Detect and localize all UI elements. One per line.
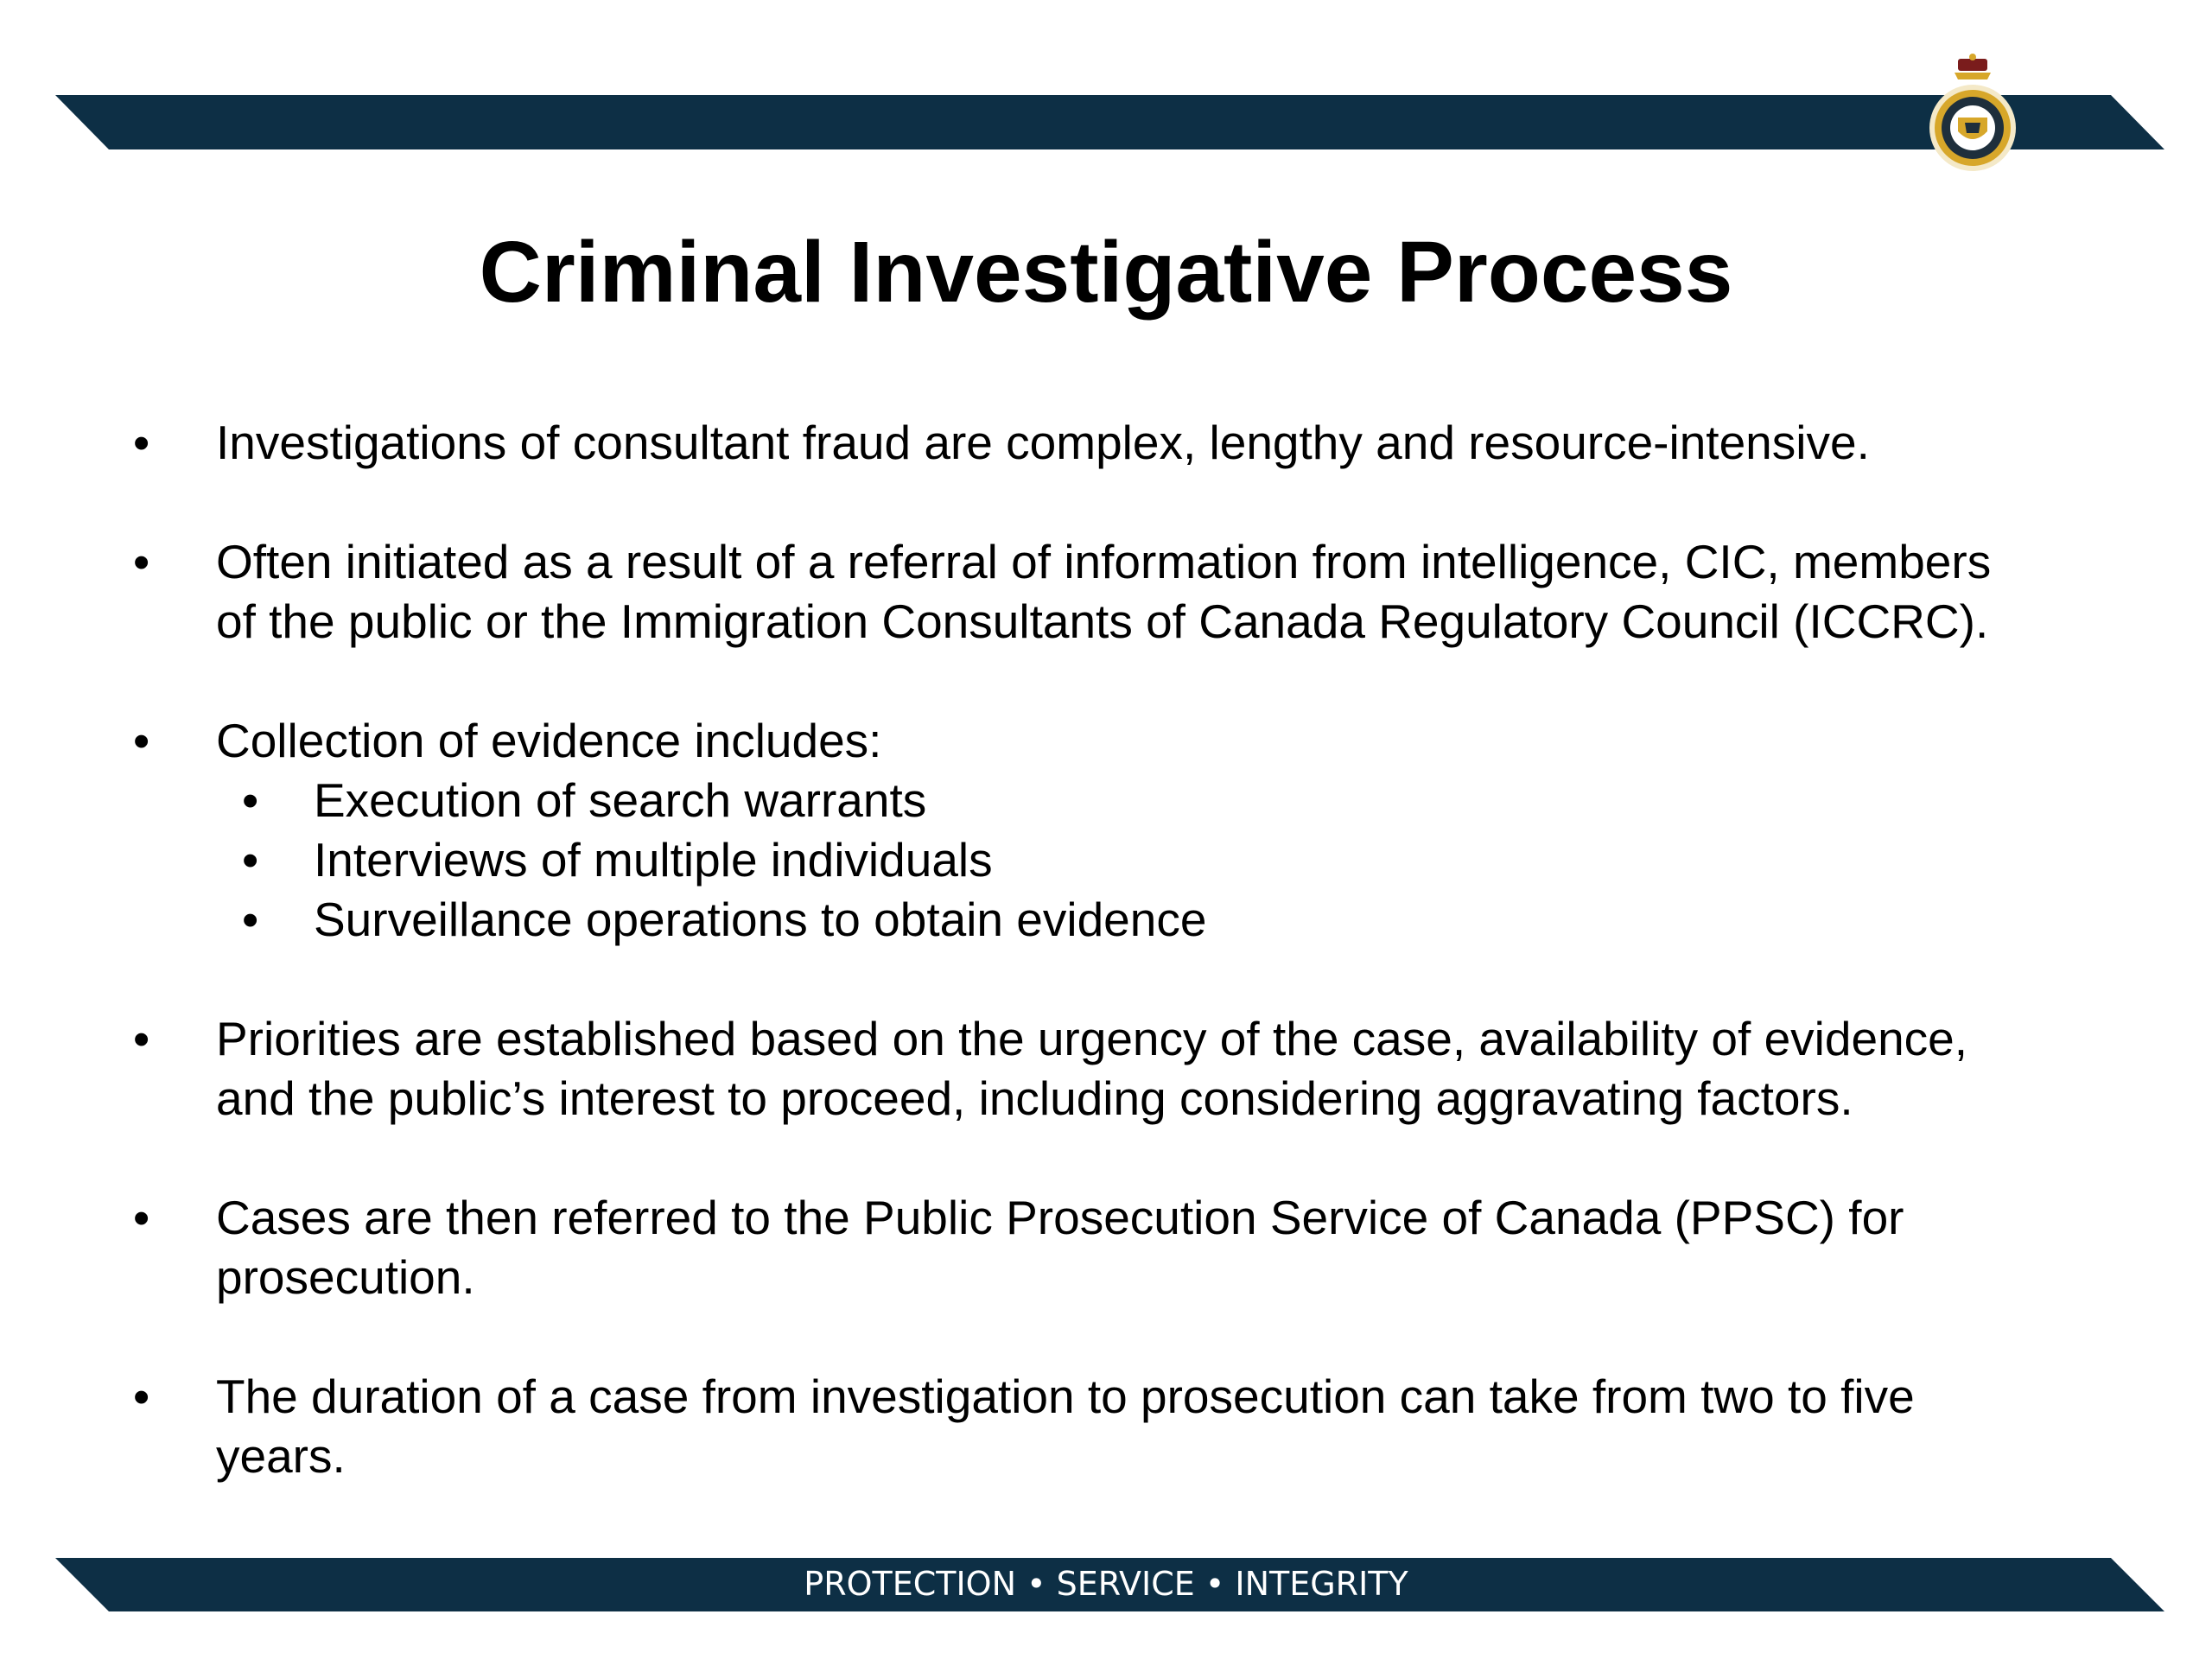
list-item-text: Collection of evidence includes: <box>216 714 882 767</box>
list-item-text-line: prosecution. <box>216 1250 475 1304</box>
bullet-dot: • <box>242 893 259 946</box>
bullet-list <box>130 413 2117 1486</box>
list-item-text-line: Priorities are established based on the urgency of the case, availability of evidence, <box>216 1012 1968 1065</box>
footer-motto: PROTECTION • SERVICE • INTEGRITY <box>804 1565 1408 1603</box>
bullet-dot: • <box>133 1370 150 1423</box>
bullet-dot: • <box>242 773 259 827</box>
spacer <box>130 473 2117 532</box>
list-item-text-line: years. <box>216 1429 346 1483</box>
spacer <box>130 1128 2117 1188</box>
list-item <box>130 1009 2117 1128</box>
list-item <box>130 711 2117 771</box>
sub-list-item-text: Interviews of multiple individuals <box>314 833 993 887</box>
sub-list-item <box>130 830 2117 890</box>
sub-list-item-text: Execution of search warrants <box>314 773 927 827</box>
list-item-text: Investigations of consultant fraud are complex, lengthy and resource-intensive. <box>216 416 1870 469</box>
spacer <box>130 950 2117 1009</box>
top-banner <box>0 0 2212 173</box>
list-item-text-line: and the public’s interest to proceed, including considering aggravating factors. <box>216 1071 1853 1125</box>
spacer <box>130 1307 2117 1367</box>
list-item-text-line: The duration of a case from investigation to prosecution can take from two to five <box>216 1370 1915 1423</box>
bullet-dot: • <box>242 833 259 887</box>
crown-icon <box>1955 54 1991 79</box>
list-item <box>130 532 2117 652</box>
list-item <box>130 413 2117 473</box>
bullet-dot: • <box>133 1191 150 1244</box>
top-banner-bar <box>55 95 2164 149</box>
page-title: Criminal Investigative Process <box>479 224 1733 321</box>
bullet-dot: • <box>133 535 150 588</box>
list-item <box>130 1367 2117 1486</box>
list-item-text-line: Cases are then referred to the Public Prosecution Service of Canada (PPSC) for <box>216 1191 1904 1244</box>
list-item-text-line: Often initiated as a result of a referral of information from intelligence, CIC, members <box>216 535 1992 588</box>
sub-list-item-text: Surveillance operations to obtain evidence <box>314 893 1207 946</box>
bullet-dot: • <box>133 1012 150 1065</box>
list-item <box>130 1188 2117 1307</box>
spacer <box>130 652 2117 711</box>
crest-badge <box>1929 85 2016 171</box>
list-item-text-line: of the public or the Immigration Consultants of Canada Regulatory Council (ICCRC). <box>216 594 1989 648</box>
agency-crest-icon <box>1916 52 2029 173</box>
sub-list-item <box>130 771 2117 830</box>
sub-list-item <box>130 890 2117 950</box>
bullet-dot: • <box>133 714 150 767</box>
bullet-dot: • <box>133 416 150 469</box>
